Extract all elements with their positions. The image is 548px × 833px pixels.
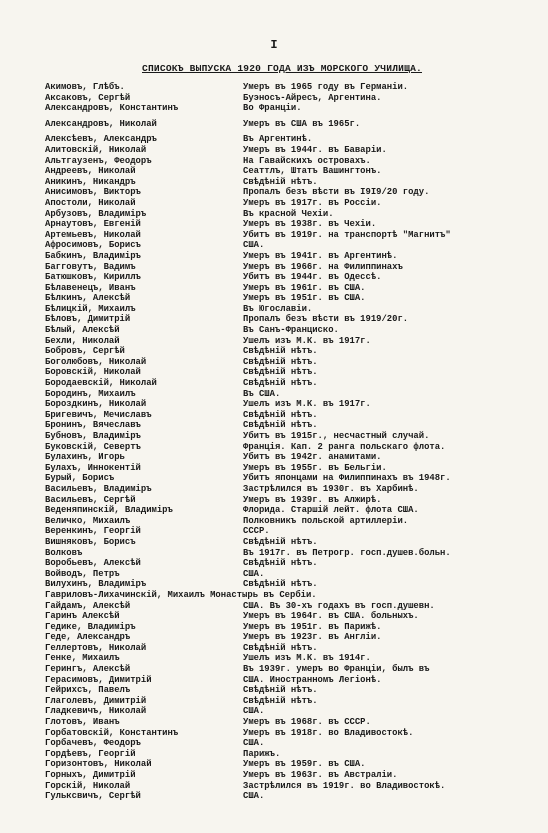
list-item xyxy=(45,367,545,378)
list-item xyxy=(45,209,545,220)
graduate-name: Александровъ, Константинъ xyxy=(45,103,179,114)
graduate-name: Глотовъ, Иванъ xyxy=(45,717,120,728)
list-item xyxy=(45,685,545,696)
list-item xyxy=(45,717,545,728)
list-item xyxy=(45,791,545,802)
graduate-fate: Франція. Кап. 2 ранга польскаго флота. xyxy=(243,441,446,452)
graduate-fate: Во Франціи. xyxy=(243,103,302,114)
list-item xyxy=(45,516,545,527)
graduate-fate: Пропалъ безъ вѣсти въ I9I9/20 году. xyxy=(243,187,430,198)
graduate-fate: Умеръ въ 1917г. въ Россіи. xyxy=(243,197,382,208)
graduate-name: Вишняковъ, Борисъ xyxy=(45,536,136,547)
graduate-fate: Умеръ въ 1918г. во Владивостокѣ. xyxy=(243,727,414,738)
graduate-name: Артемьевъ, Николай xyxy=(45,229,141,240)
graduate-name: Арнаутовъ, Евгеній xyxy=(45,219,141,230)
graduate-fate: Свѣдѣній нѣтъ. xyxy=(243,695,318,706)
list-item xyxy=(45,240,545,251)
list-item xyxy=(45,378,545,389)
graduate-fate: Умеръ въ 1968г. въ СССР. xyxy=(243,717,371,728)
graduate-fate: Въ Аргентинѣ. xyxy=(243,134,313,145)
graduate-name: Боровскій, Николай xyxy=(45,367,141,378)
graduate-name: Бородаевскій, Николай xyxy=(45,378,157,389)
graduate-fate: Умеръ въ 1939г. въ Алжирѣ. xyxy=(243,494,382,505)
graduate-fate: США. Иностранномъ Легіонѣ. xyxy=(243,674,382,685)
list-item xyxy=(45,93,545,104)
graduate-fate: Ушелъ изъ М.К. въ 1914г. xyxy=(243,653,371,664)
list-item xyxy=(45,664,545,675)
graduate-name: Боголюбовъ, Николай xyxy=(45,356,147,367)
list-item xyxy=(45,759,545,770)
list-item xyxy=(45,410,545,421)
graduate-fate: Полковникъ польской артиллеріи. xyxy=(243,515,409,526)
graduate-name: Веренкинъ, Георгій xyxy=(45,526,141,537)
graduate-fate: Убитъ въ 1942г. анамитами. xyxy=(243,452,382,463)
graduate-name: Гавриловъ-Лихачинскій, Михаилъ Монастырь въ Сербіи. xyxy=(45,589,317,600)
graduate-fate: Убитъ въ 1919г. на транспортѣ "Магнитъ" xyxy=(243,229,451,240)
graduate-fate: Свѣдѣній нѣтъ. xyxy=(243,536,318,547)
list-item xyxy=(45,156,545,167)
graduate-name: Афросимовъ, Борисъ xyxy=(45,240,141,251)
graduate-name: Андреевъ, Николай xyxy=(45,166,136,177)
graduate-name: Глаголевъ, Димитрій xyxy=(45,695,147,706)
graduate-name: Бригевичъ, Мечиславъ xyxy=(45,409,152,420)
graduate-name: Вилухинъ, Владиміръ xyxy=(45,579,147,590)
list-item xyxy=(45,119,545,130)
list-item xyxy=(45,749,545,760)
graduate-fate: Въ 1939г. умеръ во Франціи, былъ въ xyxy=(243,664,430,675)
page-number: I xyxy=(270,38,278,52)
graduate-name: Бехли, Николай xyxy=(45,335,120,346)
list-item xyxy=(45,706,545,717)
list-item xyxy=(45,187,545,198)
graduate-name: Бурый, Борисъ xyxy=(45,473,115,484)
graduate-fate: Умеръ въ 1966г. на Филиппинахъ xyxy=(243,261,403,272)
graduate-fate: Умеръ въ 1923г. въ Англіи. xyxy=(243,632,382,643)
graduate-fate: Свѣдѣній нѣтъ. xyxy=(243,685,318,696)
list-item xyxy=(45,770,545,781)
list-item xyxy=(45,399,545,410)
graduate-fate: Умеръ въ 1964г. въ США. больныхъ. xyxy=(243,611,419,622)
graduate-name: Бѣловъ, Димитрій xyxy=(45,314,131,325)
graduate-name: Герасимовъ, Димитрій xyxy=(45,674,152,685)
list-item xyxy=(45,601,545,612)
list-item xyxy=(45,293,545,304)
list-item xyxy=(45,346,545,357)
graduate-fate: Свѣдѣній нѣтъ. xyxy=(243,356,318,367)
graduate-name: Горбачевъ, Феодоръ xyxy=(45,738,141,749)
graduate-name: Гаринъ Алексѣй xyxy=(45,611,120,622)
graduate-fate: Свѣдѣній нѣтъ. xyxy=(243,420,318,431)
graduate-name: Волковъ xyxy=(45,547,83,558)
graduate-fate: Умеръ въ 1955г. въ Бельгіи. xyxy=(243,462,387,473)
list-item xyxy=(45,262,545,273)
graduate-name: Гладкевичъ, Николай xyxy=(45,706,147,717)
graduate-name: Веденяпинскій, Владиміръ xyxy=(45,505,173,516)
graduate-fate: Убитъ японцами на Филиппинахъ въ 1948г. xyxy=(243,473,451,484)
graduate-name: Горизонтовъ, Николай xyxy=(45,759,152,770)
graduate-fate: США. Въ 30-хъ годахъ въ госп.душевн. xyxy=(243,600,435,611)
graduate-fate: Свѣдѣній нѣтъ. xyxy=(243,409,318,420)
graduate-fate: США. xyxy=(243,568,265,579)
graduate-fate: На Гавайскихъ островахъ. xyxy=(243,155,371,166)
graduate-name: Геллертовъ, Николай xyxy=(45,642,147,653)
graduate-fate: Застрѣлился въ 1930г. въ Харбинѣ. xyxy=(243,483,419,494)
list-item xyxy=(45,632,545,643)
graduate-name: Горскій, Николай xyxy=(45,780,131,791)
graduate-fate: Въ США. xyxy=(243,388,281,399)
graduate-fate: Въ Югославіи. xyxy=(243,303,313,314)
graduate-fate: СССР. xyxy=(243,526,270,537)
graduate-fate: Сеаттлъ, Штатъ Вашингтонъ. xyxy=(243,166,382,177)
graduate-fate: Флорида. Старшій лейт. флота США. xyxy=(243,505,419,516)
list-item xyxy=(45,558,545,569)
graduate-name: Бабкинъ, Владиміръ xyxy=(45,250,141,261)
list-item xyxy=(45,611,545,622)
graduate-name: Геде, Александръ xyxy=(45,632,131,643)
graduate-fate: Свѣдѣній нѣтъ. xyxy=(243,642,318,653)
list-item xyxy=(45,653,545,664)
graduate-fate: Свѣдѣній нѣтъ. xyxy=(243,378,318,389)
list-item xyxy=(45,473,545,484)
graduate-fate: Умеръ въ 1951г. въ Парижѣ. xyxy=(243,621,382,632)
list-item xyxy=(45,442,545,453)
list-item xyxy=(45,590,545,601)
graduate-name: Генке, Михаилъ xyxy=(45,653,120,664)
list-item xyxy=(45,463,545,474)
graduate-name: Гульксвичъ, Сергѣй xyxy=(45,791,141,802)
list-item xyxy=(45,728,545,739)
list-item xyxy=(45,675,545,686)
graduate-fate: Умеръ въ 1959г. въ США. xyxy=(243,759,366,770)
graduate-name: Гедике, Владиміръ xyxy=(45,621,136,632)
graduate-name: Бороздкинъ, Николай xyxy=(45,399,147,410)
graduate-name: Бобровъ, Сергѣй xyxy=(45,346,125,357)
graduate-fate: Умеръ въ 1961г. въ США. xyxy=(243,282,366,293)
graduate-name: Бѣлкинъ, Алексѣй xyxy=(45,293,131,304)
graduate-fate: Пропалъ безъ вѣсти въ 1919/20г. xyxy=(243,314,409,325)
graduate-name: Булахъ, Иннокентій xyxy=(45,462,141,473)
graduate-name: Батюшковъ, Кириллъ xyxy=(45,272,141,283)
graduate-name: Багговутъ, Вадимъ xyxy=(45,261,136,272)
list-item xyxy=(45,548,545,559)
graduate-name: Александровъ, Николай xyxy=(45,118,157,129)
graduate-fate: Застрѣлился въ 1919г. во Владивостокѣ. xyxy=(243,780,446,791)
list-item xyxy=(45,219,545,230)
list-item xyxy=(45,431,545,442)
graduate-fate: Буэносъ-Айресъ, Аргентина. xyxy=(243,92,382,103)
graduate-name: Гейрихсъ, Павелъ xyxy=(45,685,131,696)
list-item xyxy=(45,696,545,707)
list-item xyxy=(45,325,545,336)
list-item xyxy=(45,526,545,537)
list-item xyxy=(45,537,545,548)
list-item xyxy=(45,505,545,516)
graduate-fate: Свѣдѣній нѣтъ. xyxy=(243,579,318,590)
graduate-name: Буковскій, Севертъ xyxy=(45,441,141,452)
list-item xyxy=(45,230,545,241)
list-item xyxy=(45,166,545,177)
graduate-fate: Парижъ. xyxy=(243,748,281,759)
graduate-name: Аникинъ, Никандръ xyxy=(45,176,136,187)
graduate-fate: США. xyxy=(243,240,265,251)
graduate-name: Бѣлицкій, Михаилъ xyxy=(45,303,136,314)
graduate-name: Величко, Михаилъ xyxy=(45,515,131,526)
graduate-name: Гордѣевъ, Георгій xyxy=(45,748,136,759)
list-item xyxy=(45,420,545,431)
list-item xyxy=(45,272,545,283)
graduate-name: Горбатовскій, Константинъ xyxy=(45,727,179,738)
graduate-name: Бубновъ, Владиміръ xyxy=(45,431,141,441)
graduate-name: Воробьевъ, Алексѣй xyxy=(45,558,141,569)
list-item xyxy=(45,314,545,325)
list-item xyxy=(45,177,545,188)
graduate-name: Васильевъ, Сергѣй xyxy=(45,494,136,505)
graduate-fate: Свѣдѣній нѣтъ. xyxy=(243,367,318,378)
graduate-fate: Ушелъ изъ М.К. въ 1917г. xyxy=(243,335,371,346)
graduate-fate: Убитъ въ 1915г., несчастный случай. xyxy=(243,431,430,441)
graduate-name: Алексѣевъ, Александръ xyxy=(45,134,157,145)
graduate-fate: Умеръ въ 1944г. въ Баваріи. xyxy=(243,144,387,155)
graduate-list xyxy=(45,82,545,802)
graduate-name: Бородинъ, Михаилъ xyxy=(45,388,136,399)
list-item xyxy=(45,336,545,347)
graduate-name: Булахинъ, Игорь xyxy=(45,452,125,463)
list-item xyxy=(45,569,545,580)
graduate-name: Апостоли, Николай xyxy=(45,197,136,208)
graduate-fate: США. xyxy=(243,791,265,802)
list-item xyxy=(45,145,545,156)
graduate-name: Акимовъ, Глѣбъ. xyxy=(45,82,125,92)
graduate-name: Бѣлый, Алексѣй xyxy=(45,325,120,336)
list-item xyxy=(45,82,545,93)
list-item xyxy=(45,495,545,506)
list-item xyxy=(45,198,545,209)
graduate-fate: Умеръ въ 1941г. въ Аргентинѣ. xyxy=(243,250,398,261)
list-item xyxy=(45,134,545,145)
list-item xyxy=(45,579,545,590)
graduate-name: Альтгаузенъ, Феодоръ xyxy=(45,155,152,166)
list-item xyxy=(45,484,545,495)
graduate-name: Гайдамъ, Алексѣй xyxy=(45,600,131,611)
graduate-name: Горныхъ, Димитрій xyxy=(45,770,136,780)
graduate-fate: Умеръ въ 1951г. въ США. xyxy=(243,293,366,304)
graduate-fate: Въ 1917г. въ Петрогр. госп.душев.больн. xyxy=(243,547,451,558)
graduate-fate: Ушелъ изъ М.К. въ 1917г. xyxy=(243,399,371,410)
list-item xyxy=(45,643,545,654)
graduate-name: Анисимовъ, Викторъ xyxy=(45,187,141,198)
list-item xyxy=(45,103,545,114)
graduate-fate: Свѣдѣній нѣтъ. xyxy=(243,176,318,187)
graduate-name: Алитовскій, Николай xyxy=(45,144,147,155)
graduate-fate: США. xyxy=(243,738,265,749)
graduate-name: Бронинъ, Вячеславъ xyxy=(45,420,141,431)
document-title: СПИСОКЪ ВЫПУСКА 1920 ГОДА ИЗЪ МОРСКОГО УЧИЛИЩА. xyxy=(142,63,422,74)
graduate-fate: Въ Санъ-Франциско. xyxy=(243,325,339,336)
graduate-fate: США. xyxy=(243,706,265,717)
list-item xyxy=(45,389,545,400)
list-item xyxy=(45,251,545,262)
graduate-fate: Умеръ въ 1965 году въ Германіи. xyxy=(243,82,409,92)
list-item xyxy=(45,622,545,633)
graduate-fate: Свѣдѣній нѣтъ. xyxy=(243,558,318,569)
list-item xyxy=(45,738,545,749)
list-item xyxy=(45,283,545,294)
graduate-name: Арбузовъ, Владиміръ xyxy=(45,208,147,219)
graduate-name: Бѣлавенецъ, Иванъ xyxy=(45,282,136,293)
list-item xyxy=(45,357,545,368)
graduate-fate: Убитъ въ 1944г. въ Одессѣ. xyxy=(243,272,382,283)
list-item xyxy=(45,781,545,792)
graduate-fate: Умеръ въ США въ 1965г. xyxy=(243,118,361,129)
graduate-fate: Свѣдѣній нѣтъ. xyxy=(243,346,318,357)
graduate-fate: Умеръ въ 1963г. въ Австраліи. xyxy=(243,770,398,780)
graduate-fate: Въ красной Чехіи. xyxy=(243,208,334,219)
graduate-name: Аксаковъ, Сергѣй xyxy=(45,92,131,103)
graduate-name: Герингъ, Алексѣй xyxy=(45,664,131,675)
graduate-name: Васильевъ, Владиміръ xyxy=(45,483,152,494)
list-item xyxy=(45,452,545,463)
list-item xyxy=(45,304,545,315)
graduate-name: Войводъ, Петръ xyxy=(45,568,120,579)
graduate-fate: Умеръ въ 1938г. въ Чехіи. xyxy=(243,219,377,230)
